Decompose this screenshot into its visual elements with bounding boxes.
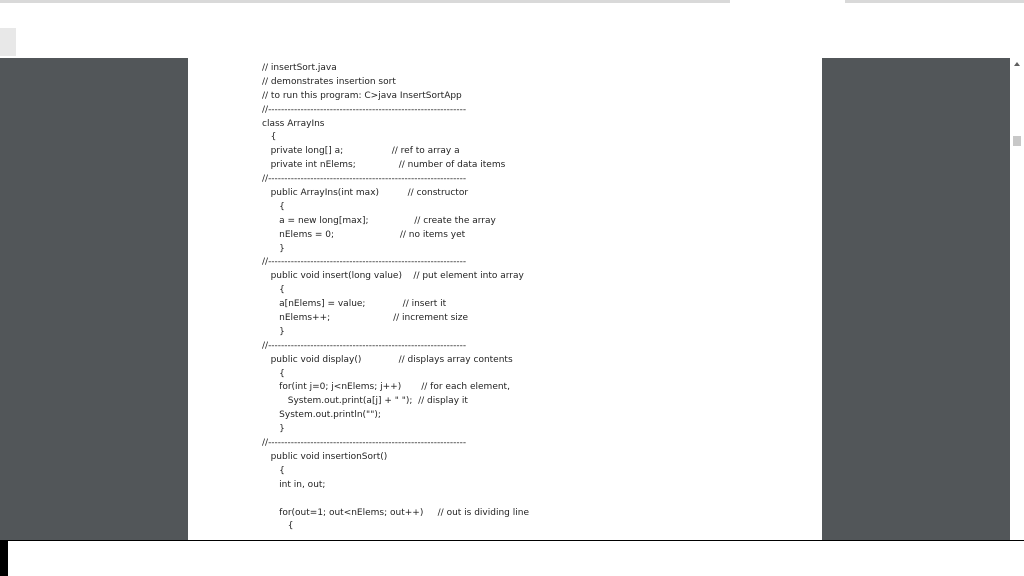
code-line: public void display() // displays array contents bbox=[262, 354, 513, 365]
code-line: public ArrayIns(int max) // constructor bbox=[262, 188, 469, 199]
code-line: for(out=1; out<nElems; out++) // out is dividing line bbox=[262, 507, 529, 518]
code-line: //------------------------------------------------------------- bbox=[262, 257, 467, 268]
document-page bbox=[188, 58, 822, 540]
code-line bbox=[262, 493, 529, 507]
code-line: } bbox=[262, 326, 285, 337]
scroll-thumb[interactable] bbox=[1013, 136, 1021, 146]
code-line: class ArrayIns bbox=[262, 118, 325, 129]
code-line: System.out.print(a[j] + " "); // display it bbox=[262, 396, 468, 407]
document-viewer[interactable] bbox=[0, 58, 1024, 540]
code-line: //------------------------------------------------------------- bbox=[262, 104, 467, 115]
code-line: a = new long[max]; // create the array bbox=[262, 215, 496, 226]
code-line: nElems++; // increment size bbox=[262, 313, 469, 324]
code-line: // to run this program: C>java InsertSortApp bbox=[262, 90, 462, 101]
code-line: { bbox=[262, 465, 285, 476]
code-line: System.out.println(""); bbox=[262, 410, 381, 421]
code-line: private long[] a; // ref to array a bbox=[262, 146, 460, 157]
code-line: private int nElems; // number of data items bbox=[262, 160, 506, 171]
code-line: { bbox=[262, 201, 285, 212]
browser-tab-strip-right bbox=[845, 0, 1024, 3]
code-line: // demonstrates insertion sort bbox=[262, 76, 396, 87]
code-line: for(int j=0; j<nElems; j++) // for each element, bbox=[262, 382, 510, 393]
back-button[interactable] bbox=[0, 28, 16, 56]
code-line: int in, out; bbox=[262, 479, 326, 490]
code-listing bbox=[262, 62, 529, 534]
code-line: nElems = 0; // no items yet bbox=[262, 229, 466, 240]
code-line: } bbox=[262, 243, 285, 254]
browser-tab-strip bbox=[0, 0, 730, 3]
bottom-panel bbox=[8, 541, 1024, 576]
code-line: // insertSort.java bbox=[262, 63, 337, 73]
code-line: //------------------------------------------------------------- bbox=[262, 340, 467, 351]
code-line: public void insertionSort() bbox=[262, 451, 388, 462]
arrow-up-icon[interactable] bbox=[1014, 62, 1020, 66]
code-line: //------------------------------------------------------------- bbox=[262, 438, 467, 449]
code-line: { bbox=[262, 285, 285, 296]
code-line: public void insert(long value) // put element into array bbox=[262, 271, 524, 282]
code-line: //------------------------------------------------------------- bbox=[262, 174, 467, 185]
code-line: { bbox=[262, 132, 277, 143]
code-line: } bbox=[262, 424, 285, 435]
code-line: { bbox=[262, 368, 285, 379]
code-line: { bbox=[262, 521, 294, 532]
code-line: a[nElems] = value; // insert it bbox=[262, 299, 447, 310]
vertical-scrollbar[interactable] bbox=[1010, 58, 1024, 540]
